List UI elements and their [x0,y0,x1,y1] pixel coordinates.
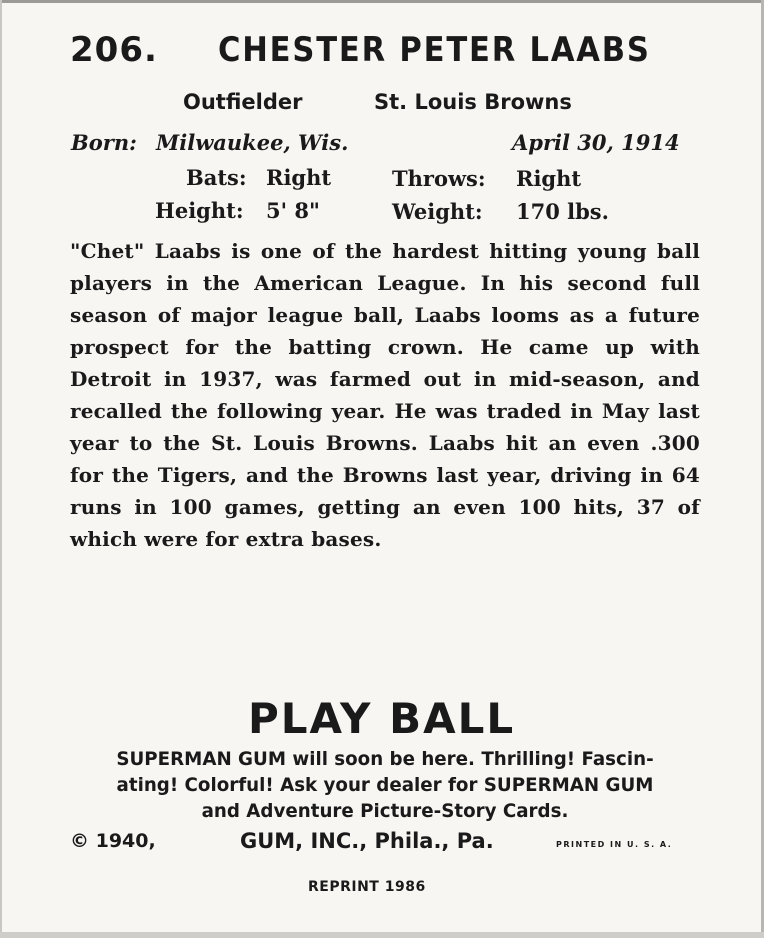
bats-label: Bats: [186,165,247,190]
card-edge-bottom [0,932,764,938]
weight-value: 170 lbs. [516,199,609,224]
promo-line: ating! Colorful! Ask your dealer for SUPERMAN GUM [116,774,654,796]
play-ball-title: PLAY BALL [248,694,516,743]
weight-label: Weight: [392,199,483,224]
promo-line: SUPERMAN GUM will soon be here. Thrilling! Fascin- [116,748,654,770]
bats-value: Right [266,165,332,190]
height-label: Height: [155,198,244,223]
card-edge-left [0,0,2,938]
promo-text [81,746,690,824]
player-biography: "Chet" Laabs is one of the hardest hitting young ball players in the American League. In his second full season of major league ball, Laabs looms as a future prospect for the batting crown. He came up with Detroit in 1937, was farmed out in mid-season, and recalled the following year. He was traded in May last year to the St. Louis Browns. Laabs hit an even .300 for the Tigers, and the Browns last year, driving in 64 runs in 100 games, getting an even 100 hits, 37 of which were for extra bases. [70,239,700,551]
card-edge-top [0,0,764,3]
copyright-notice: © 1940, [70,830,156,852]
player-position: Outfielder [183,90,303,114]
player-team: St. Louis Browns [374,90,572,114]
publisher-name: GUM, INC., Phila., Pa. [240,829,494,853]
born-date: April 30, 1914 [512,130,680,155]
throws-value: Right [516,166,582,191]
printed-in-usa: PRINTED IN U. S. A. [556,840,673,849]
player-name: CHESTER PETER LAABS [218,30,651,70]
throws-label: Throws: [392,166,486,191]
reprint-notice: REPRINT 1986 [308,879,426,895]
born-place: Milwaukee, Wis. [156,130,349,155]
card-number: 206. [70,30,158,70]
height-value: 5' 8" [266,198,320,223]
promo-line: and Adventure Picture-Story Cards. [201,800,569,822]
born-label: Born: [71,130,137,155]
